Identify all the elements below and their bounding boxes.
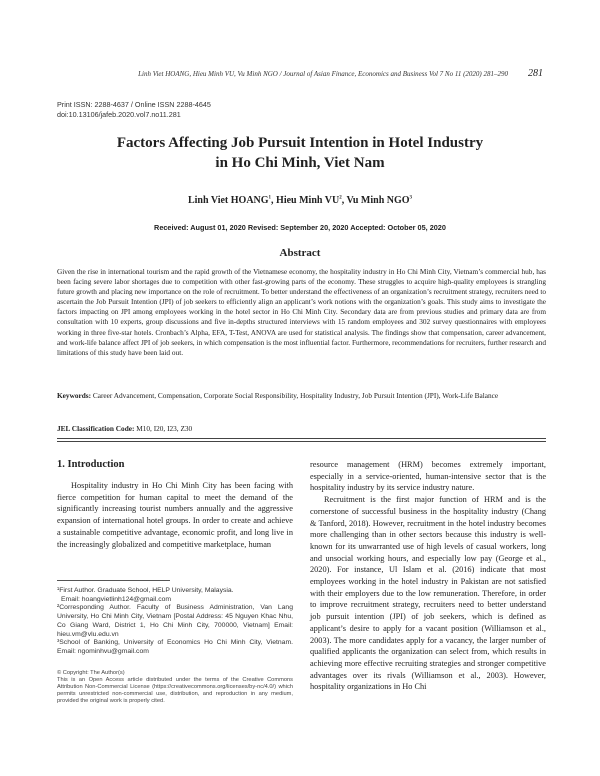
jel-label: JEL Classification Code: — [57, 424, 135, 433]
author-name: Hieu Minh VU — [276, 195, 340, 206]
paper-title-line-2: in Ho Chi Minh, Viet Nam — [215, 155, 385, 171]
running-header: Linh Viet HOANG, Hieu Minh VU, Vu Minh NGO / Journal of Asian Finance, Economics and Business Vol 7 No 11 (2020) 281–290 — [138, 70, 508, 78]
copyright-line: © Copyright: The Author(s) — [57, 670, 125, 676]
page-number: 281 — [528, 68, 543, 79]
license-notice — [57, 670, 293, 705]
abstract-heading: Abstract — [279, 247, 321, 259]
author-separator: , — [341, 195, 347, 206]
author-affiliation-mark: 3 — [409, 195, 413, 201]
author-list — [60, 195, 540, 206]
doi-line: doi:10.13106/jafeb.2020.vol7.no11.281 — [57, 109, 181, 119]
paper-title — [60, 133, 540, 173]
body-paragraph: resource management (HRM) becomes extremely important, especially in a service-oriented, human-intensive sector that is the hospitality industry by its service industry nature. — [310, 460, 546, 493]
submission-dates: Received: August 01, 2020 Revised: September 20, 2020 Accepted: October 05, 2020 — [154, 223, 446, 232]
author-name: Vu Minh NGO — [346, 195, 410, 206]
section-heading-introduction: 1. Introduction — [57, 459, 125, 470]
footnote-divider — [57, 580, 170, 581]
author-footnotes — [57, 587, 293, 657]
author-name: Linh Viet HOANG — [187, 195, 269, 206]
keywords-label: Keywords: — [57, 391, 92, 400]
footnote: ¹First Author. Graduate School, HELP University, Malaysia. — [57, 587, 234, 594]
footnote-email: Email: hoangvietlinh124@gmail.com — [61, 595, 172, 603]
section-divider — [57, 438, 546, 439]
section-divider — [57, 441, 546, 442]
author-affiliation-mark: 2 — [339, 195, 342, 201]
keywords-text: Career Advancement, Compensation, Corporate Social Responsibility, Hospitality Industry, Job Pursuit Intention (JPI), Work-Life Balance — [91, 391, 499, 400]
jel-classification — [57, 424, 546, 433]
keywords — [57, 391, 546, 401]
issn-line: Print ISSN: 2288-4637 / Online ISSN 2288-4645 — [57, 100, 211, 109]
issn-block — [57, 100, 211, 119]
author-separator: , — [271, 195, 277, 206]
left-column — [57, 459, 293, 550]
right-column — [310, 459, 546, 693]
license-text: This is an Open Access article distributed under the terms of the Creative Commons Attribution Non-Commercial License (https://creativecommons.org/licenses/by-nc/4.0/) which permits unrestricted non-commercial use, distribution, and reproduction in any medium, provided the original work is properly cited. — [57, 677, 293, 704]
footnote: ³School of Banking, University of Economics Ho Chi Minh City, Vietnam. Email: ngominhvu@gmail.com — [57, 639, 293, 655]
body-paragraph: Hospitality industry in Ho Chi Minh City has been facing with fierce competition for human capital to meet the demand of the significantly increasing tourist numbers annually and the aggressive expansion of international hotel groups. In order to create and achieve a sustainable competitive advantage, economic profit, and long live in the increasingly globalized and competitive marketplace, human — [57, 481, 293, 549]
jel-codes: M10, I20, I23, Z30 — [134, 424, 193, 433]
footnote: ²Corresponding Author. Faculty of Business Administration, Van Lang University, Ho Chi Minh City, Vietnam [Postal Address: 45 Nguyen Khac Nhu, Co Giang Ward, District 1, Ho Chi Minh City, 700000, Vietnam] Email: hieu.vm@vlu.edu.vn — [57, 604, 293, 638]
paper-title-line-1: Factors Affecting Job Pursuit Intention in Hotel Industry — [116, 135, 484, 151]
abstract-text: Given the rise in international tourism and the rapid growth of the Vietnamese economy, the hospitality industry in Ho Chi Minh City, Vietnam’s commercial hub, has been facing severe labor shortages due to competition with other fast-growing parts of the economy. These struggles to acquire high-quality employees is strangling future growth and placing new importance on the role of recruitment. To better understand the effectiveness of an organization’s recruitment strategy, recruiters need to ascertain the Job Pursuit Intention (JPI) of job seekers to efficiently align an applicant’s work notions with the organization’s goals. This study aims to investigate the factors impacting on JPI among employees working in the hotel sector in Ho Chi Minh City. Secondary data are from previous studies and primary data are from consultation with 10 experts, group discussions and five in-depths structured interviews with 15 random employees and 302 survey questionnaires with employees working in three five-star hotels. Cronbach’s Alpha, EFA, T-Test, ANOVA are used for statistical analysis. The findings show that compensation, career advancement, and work-life balance affect JPI of job seekers, in which compensation is the most influential factor. Furthermore, recommendations for recruiters, further research and limitations of this study have been laid out. — [57, 267, 546, 357]
author-affiliation-mark: 1 — [268, 195, 272, 201]
body-paragraph: Recruitment is the first major function of HRM and is the cornerstone of successful business in the hospitality industry (Chang & Tanford, 2018). However, recruitment in the hotel industry becomes more challenging than in other sectors because this industry is well-known for its unwarranted use of high levels of casual workers, long and unsocial working hours, and especially low pay (George et al., 2020). For instance, Ul Islam et al. (2016) indicate that most employees working in the hotel industry in Pakistan are not satisfied with their employers due to the low remuneration. Therefore, in order to improve recruitment strategy, recruiters need to better understand job pursuit intention (JPI) of job seekers, which is defined as applicant’s desire to apply for a vacant position (Williamson et al., 2003). The more candidates apply for a vacancy, the larger number of qualified applicants the organization can select from, which results in achieving more effective recruiting strategies and stronger competitive advantages over its rivals (Williamson et al., 2003). However, hospitality organizations in Ho Chi — [310, 495, 546, 692]
